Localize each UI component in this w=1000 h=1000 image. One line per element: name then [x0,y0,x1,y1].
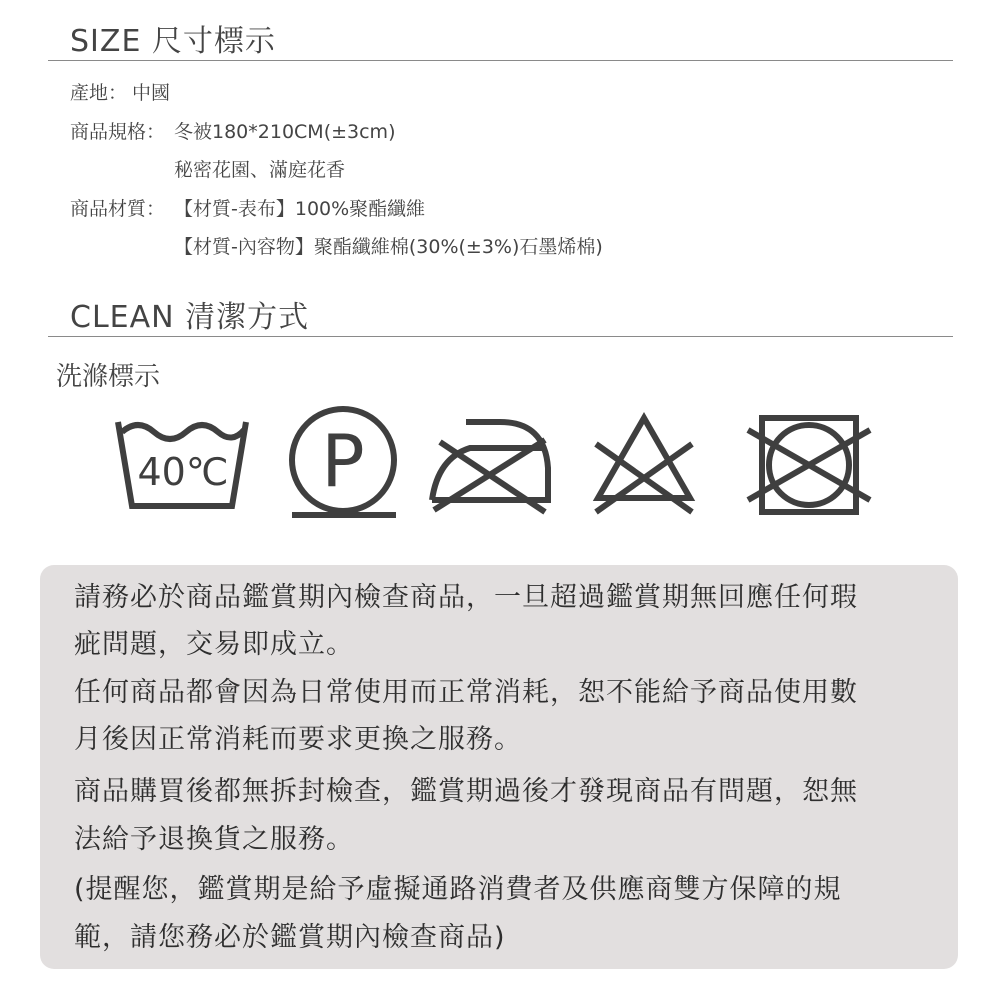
clean-section-title: CLEAN 清潔方式 [70,300,310,335]
origin-label: 產地： [70,82,128,104]
origin-value: 中國 [132,82,171,104]
notice-line-4: 月後因正常消耗而要求更換之服務。 [74,724,522,755]
do-not-bleach-icon [596,418,692,512]
care-label-title: 洗滌標示 [56,362,161,392]
notice-line-8: 範，請您務必於鑑賞期內檢查商品) [74,922,506,953]
wash-40c-icon [118,422,246,506]
care-icons [0,400,1000,530]
notice-line-2: 疵問題，交易即成立。 [74,629,354,660]
size-section-title: SIZE 尺寸標示 [70,24,276,59]
notice-line-3: 任何商品都會因為日常使用而正常消耗，恕不能給予商品使用數 [74,677,858,708]
material-label: 商品材質： [70,198,166,220]
notice-line-5: 商品購買後都無拆封檢查，鑑賞期過後才發現商品有問題，恕無 [74,776,858,807]
dry-clean-p-icon [292,409,396,515]
material-line-2: 【材質-內容物】聚酯纖維棉(30%(±3%)石墨烯棉) [174,236,603,258]
spec-label: 商品規格： [70,121,166,143]
dry-clean-letter: P [321,419,365,503]
do-not-iron-icon [432,422,548,512]
notice-box [40,565,958,969]
notice-line-1: 請務必於商品鑑賞期內檢查商品，一旦超過鑑賞期無回應任何瑕 [74,582,858,613]
spec-line-1: 冬被180*210CM(±3cm) [174,121,396,143]
size-divider [48,60,953,61]
clean-divider [48,336,953,337]
spec-line-2: 秘密花園、滿庭花香 [174,159,346,181]
do-not-tumble-dry-icon [748,418,870,512]
material-line-1: 【材質-表布】100%聚酯纖維 [174,198,426,220]
notice-line-7: (提醒您，鑑賞期是給予虛擬通路消費者及供應商雙方保障的規 [74,874,842,905]
wash-temp-text: 40℃ [137,450,229,494]
notice-line-6: 法給予退換貨之服務。 [74,824,354,855]
